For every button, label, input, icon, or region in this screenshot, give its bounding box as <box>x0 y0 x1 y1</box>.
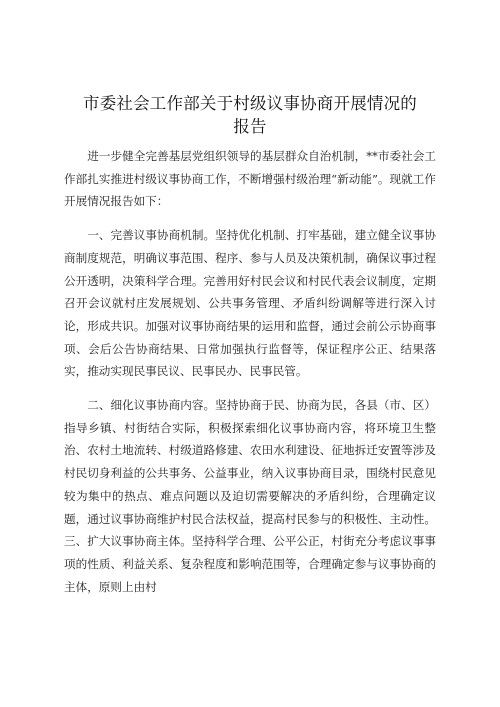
paragraph-intro: 进一步健全完善基层党组织领导的基层群众自治机制，**市委社会工作部扎实推进村级议事协商工作，不断增强村级治理“新动能”。现就工作开展情况报告如下： <box>64 149 436 209</box>
document-body <box>64 145 436 598</box>
paragraph-section-1: 一、完善议事协商机制。坚持优化机制、打牢基础，建立健全议事协商制度规范，明确议事范围、程序、参与人员及决策机制，确保议事过程公开透明，决策科学合理。完善用好村民会议和村民代表会议制度，定期召开会议就村庄发展规划、公共事务管理、矛盾纠纷调解等进行深入讨论，形成共识。加强对议事协商结果的运用和监督，通过会前公示协商事项、会后公告协商结果、日常加强执行监督等，保证程序公正、结果落实，推动实现民事民议、民事民办、民事民管。 <box>64 228 436 379</box>
document-title <box>64 92 436 138</box>
document-title-line-2: 报告 <box>233 117 267 136</box>
paragraph-section-2: 二、细化议事协商内容。坚持协商于民、协商为民，各县（市、区）指导乡镇、村街结合实际，积极探索细化议事协商内容，将环境卫生整治、农村土地流转、村级道路修建、农田水利建设、征地拆迁安置等涉及村民切身利益的公共事务、公益事业，纳入议事协商目录，围绕村民意见较为集中的热点、难点问题以及迫切需要解决的矛盾纠纷，合理确定议题，通过议事协商维护村民合法权益，提高村民参与的积极性、主动性。三、扩大议事协商主体。坚持科学合理、公平公正，村街充分考虑议事事项的性质、利益关系、复杂程度和影响范围等，合理确定参与议事协商的主体，原则上由村 <box>64 398 436 594</box>
document-title-line-1: 市委社会工作部关于村级议事协商开展情况的 <box>83 94 417 113</box>
